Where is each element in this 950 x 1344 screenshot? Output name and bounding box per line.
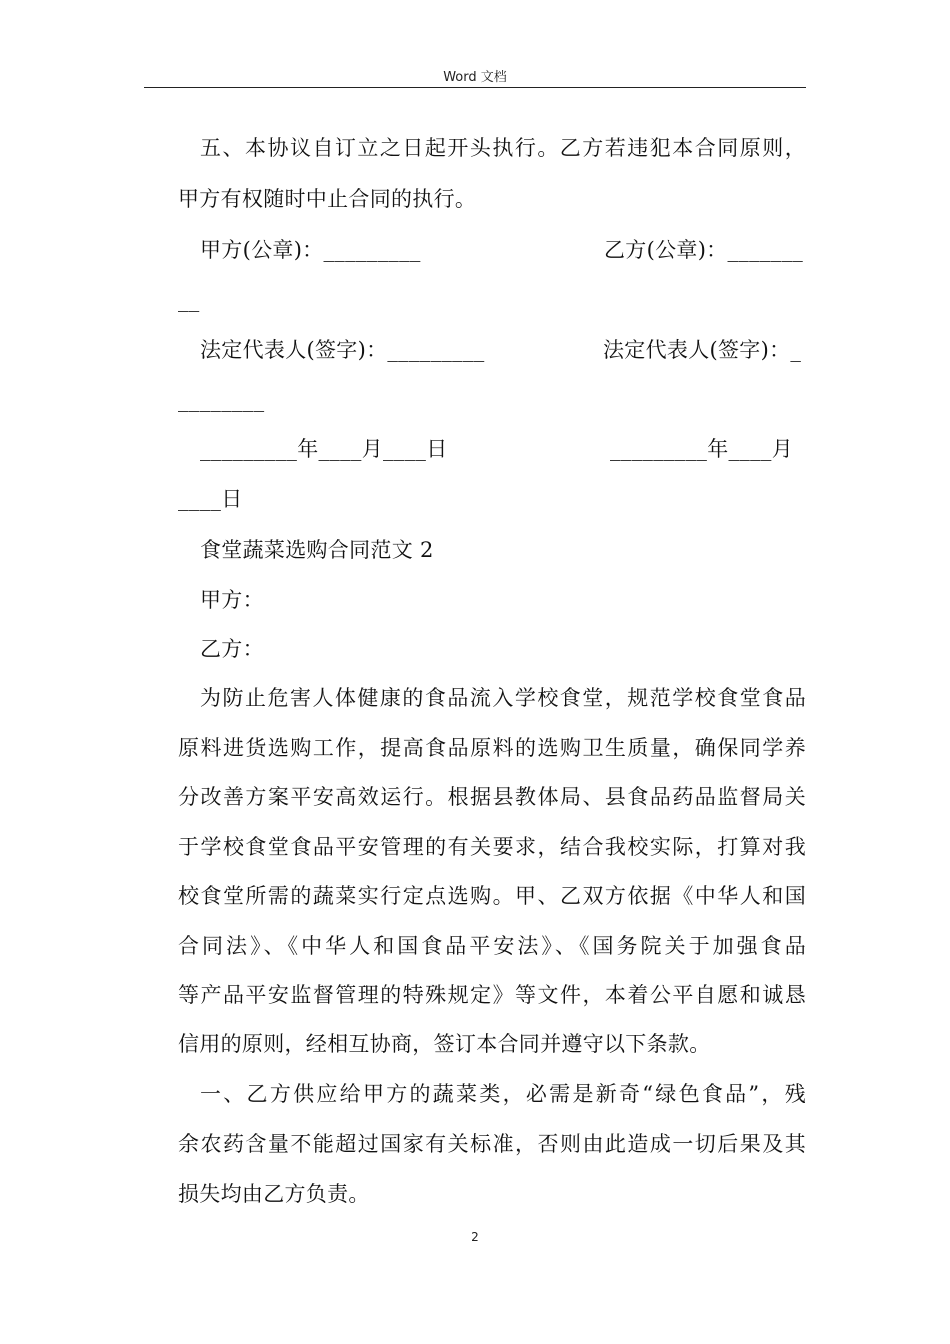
intro-line-7: 等产品平安监督管理的特殊规定》等文件，本着公平自愿和诚恳 bbox=[178, 983, 806, 1007]
header-divider bbox=[144, 87, 806, 88]
party-a-seal: 甲方(公章)：_________ bbox=[200, 238, 421, 262]
party-b-representative-continued: ________ bbox=[178, 388, 265, 412]
party-b-label: 乙方： bbox=[200, 637, 264, 661]
intro-line-5: 校食堂所需的蔬菜实行定点选购。甲、乙双方依据《中华人和国 bbox=[178, 884, 806, 908]
clause-five-line-1: 五、本协议自订立之日起开头执行。乙方若违犯本合同原则， bbox=[200, 136, 806, 160]
intro-line-1: 为防止危害人体健康的食品流入学校食堂，规范学校食堂食品 bbox=[200, 686, 806, 710]
party-b-date: _________年____月 bbox=[610, 437, 793, 461]
intro-line-4: 于学校食堂食品平安管理的有关要求，结合我校实际，打算对我 bbox=[178, 835, 806, 859]
clause-one-line-2: 余农药含量不能超过国家有关标准，否则由此造成一切后果及其 bbox=[178, 1132, 806, 1156]
party-a-date: _________年____月____日 bbox=[200, 437, 448, 461]
page-number: 2 bbox=[471, 1230, 479, 1244]
party-b-representative: 法定代表人(签字)：_ bbox=[603, 338, 802, 362]
intro-line-8: 信用的原则，经相互协商，签订本合同并遵守以下条款。 bbox=[178, 1032, 711, 1056]
page-header: Word 文档 bbox=[443, 70, 507, 85]
intro-line-3: 分改善方案平安高效运行。根据县教体局、县食品药品监督局关 bbox=[178, 785, 806, 809]
clause-one-line-1: 一、乙方供应给甲方的蔬菜类，必需是新奇“绿色食品”，残 bbox=[200, 1082, 806, 1106]
contract-heading: 食堂蔬菜选购合同范文 2 bbox=[200, 538, 434, 562]
clause-five-line-2: 甲方有权随时中止合同的执行。 bbox=[178, 187, 477, 211]
party-b-seal-continued: __ bbox=[178, 288, 200, 312]
party-b-date-continued: ____日 bbox=[178, 487, 243, 511]
party-a-label: 甲方： bbox=[200, 588, 264, 612]
party-b-seal: 乙方(公章)：_______ bbox=[604, 238, 804, 262]
party-a-representative: 法定代表人(签字)：_________ bbox=[200, 338, 485, 362]
intro-line-6: 合同法》、《中华人和国食品平安法》、《国务院关于加强食品 bbox=[178, 934, 806, 958]
intro-line-2: 原料进货选购工作，提高食品原料的选购卫生质量，确保同学养 bbox=[178, 736, 806, 760]
clause-one-line-3: 损失均由乙方负责。 bbox=[178, 1182, 370, 1206]
